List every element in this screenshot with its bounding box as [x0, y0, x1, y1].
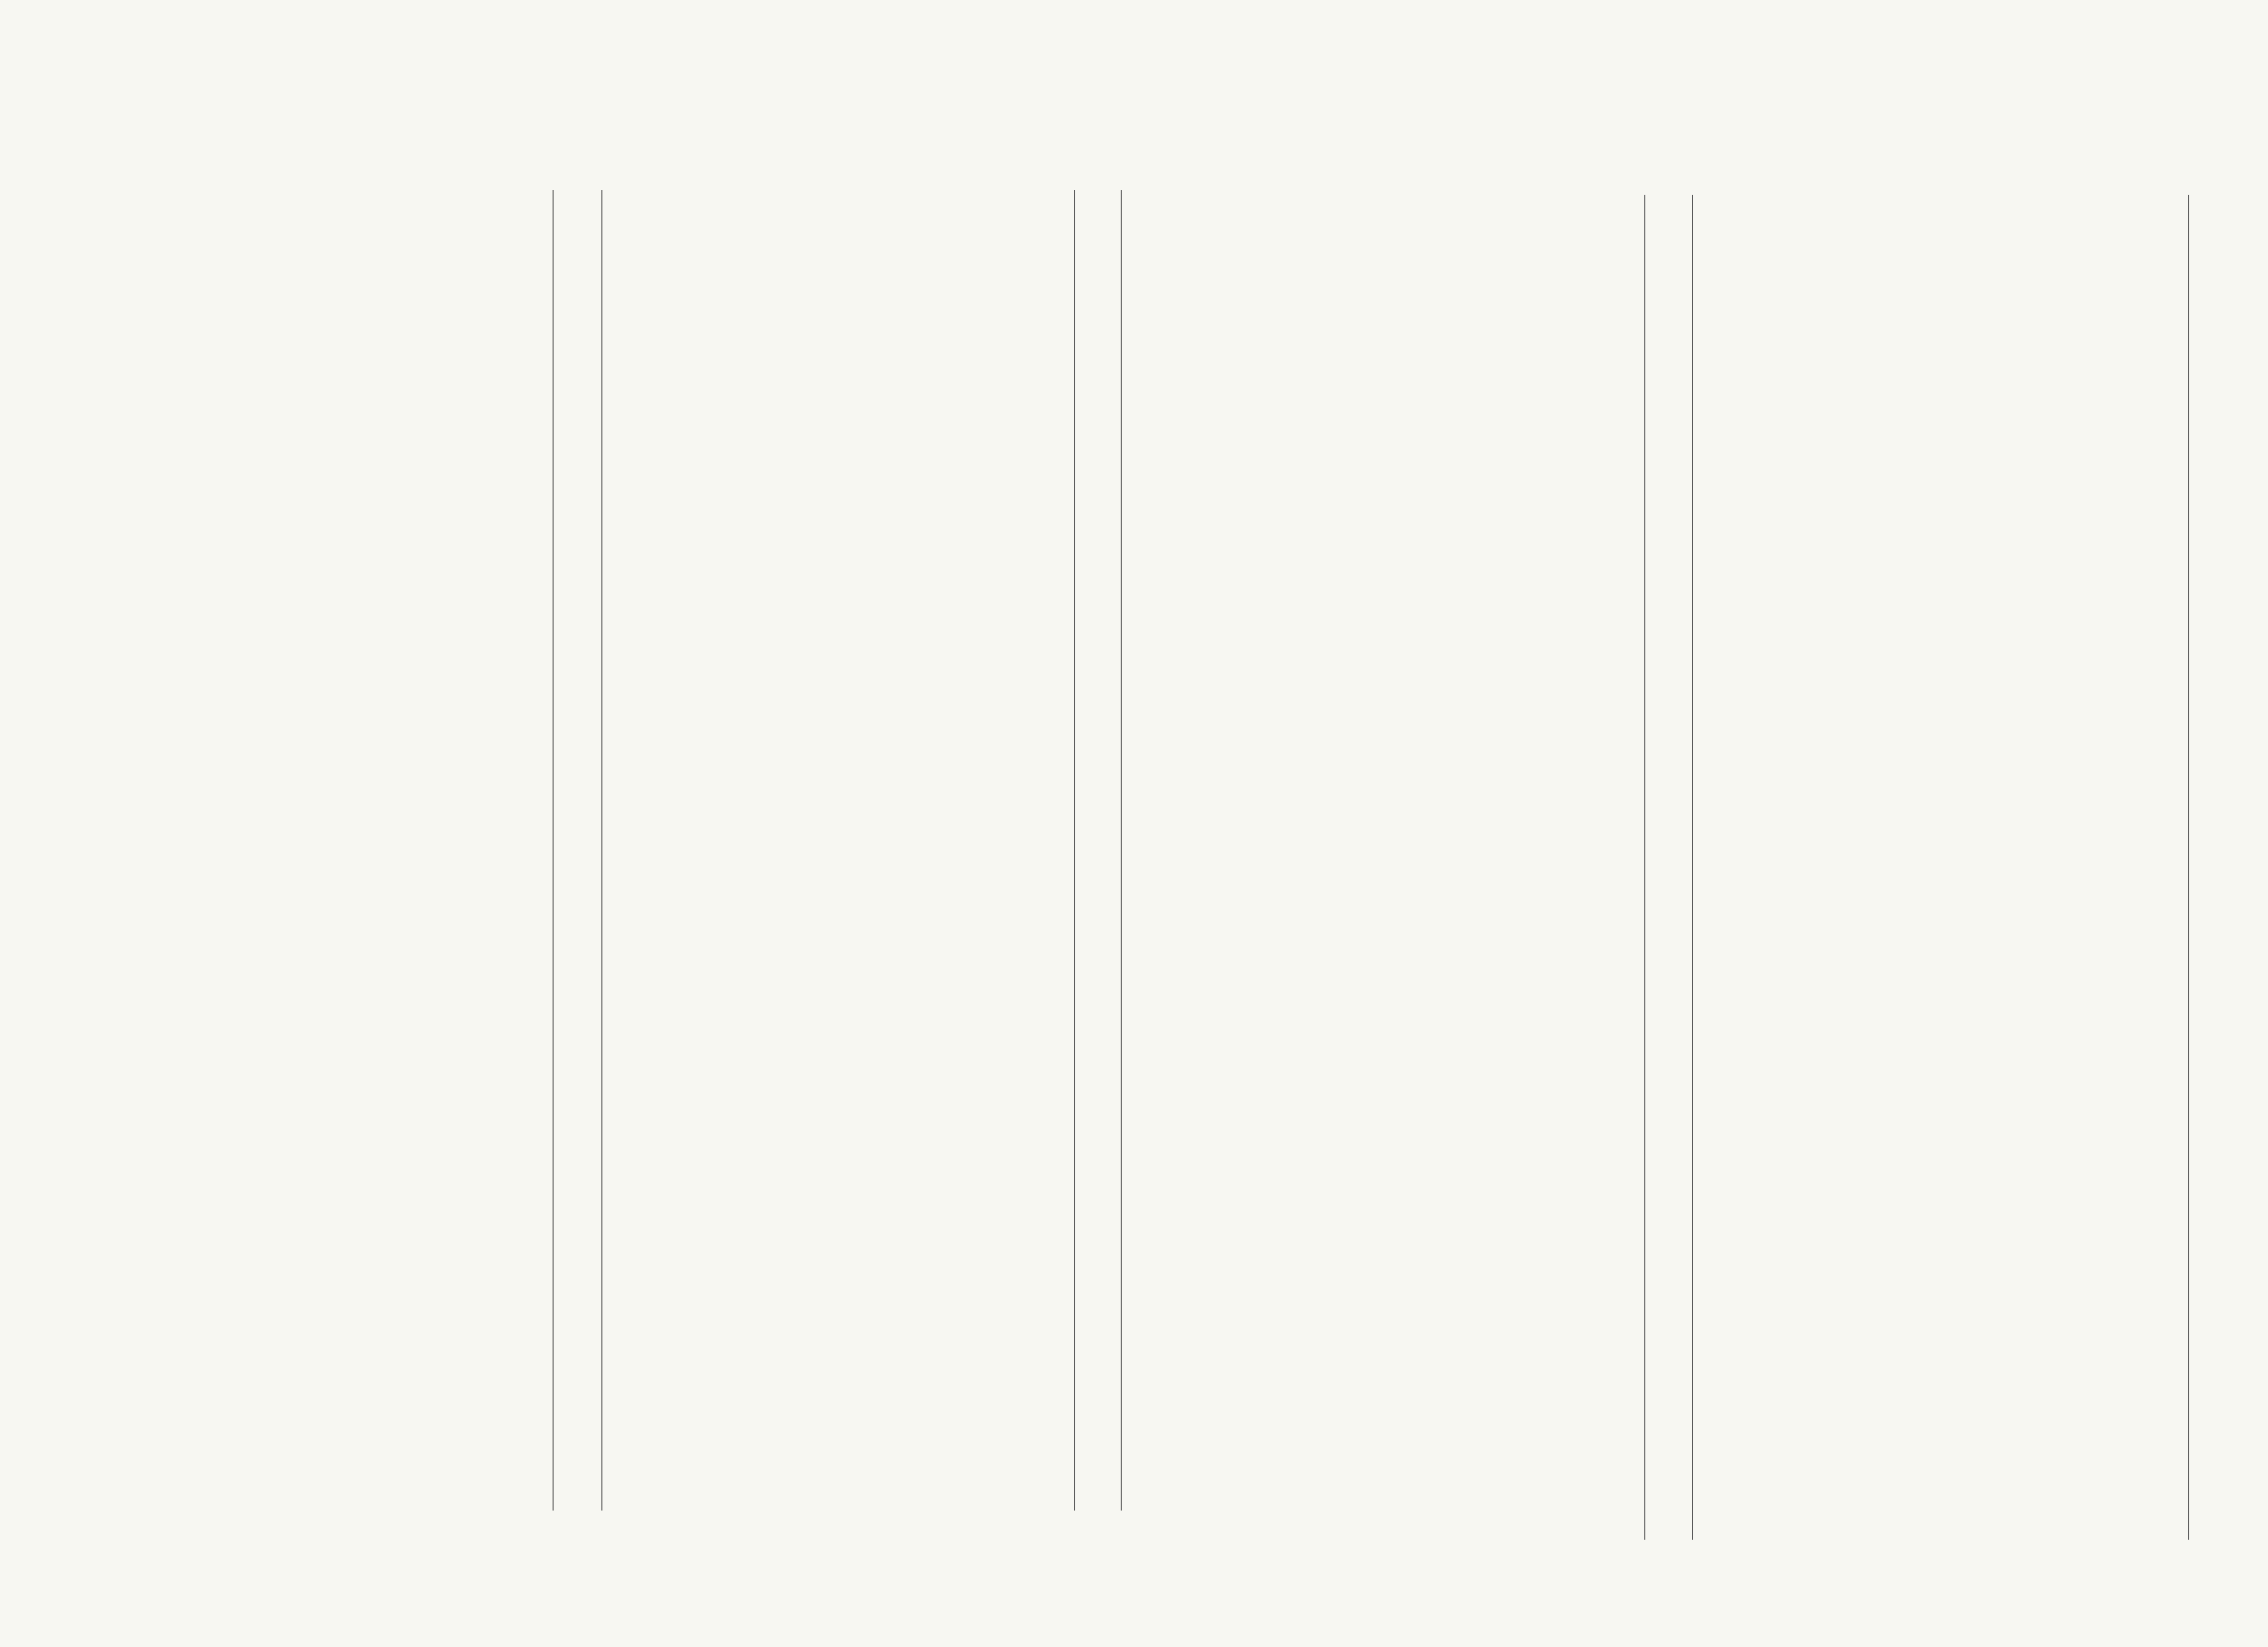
code-column-divider — [1644, 195, 1645, 1540]
code-column-divider — [1692, 195, 1693, 1540]
parts-table-left — [1210, 195, 1697, 1540]
parts-table-right — [614, 190, 1121, 1515]
page-30 — [1134, 0, 2268, 1647]
code-column-divider — [601, 190, 602, 1511]
code-column-divider — [1074, 190, 1075, 1511]
code-column-divider — [1121, 190, 1122, 1511]
parts-table-left — [90, 190, 606, 1515]
code-column-divider — [2188, 195, 2189, 1540]
parts-table-right — [1727, 195, 2234, 1540]
code-column-divider — [553, 190, 554, 1511]
